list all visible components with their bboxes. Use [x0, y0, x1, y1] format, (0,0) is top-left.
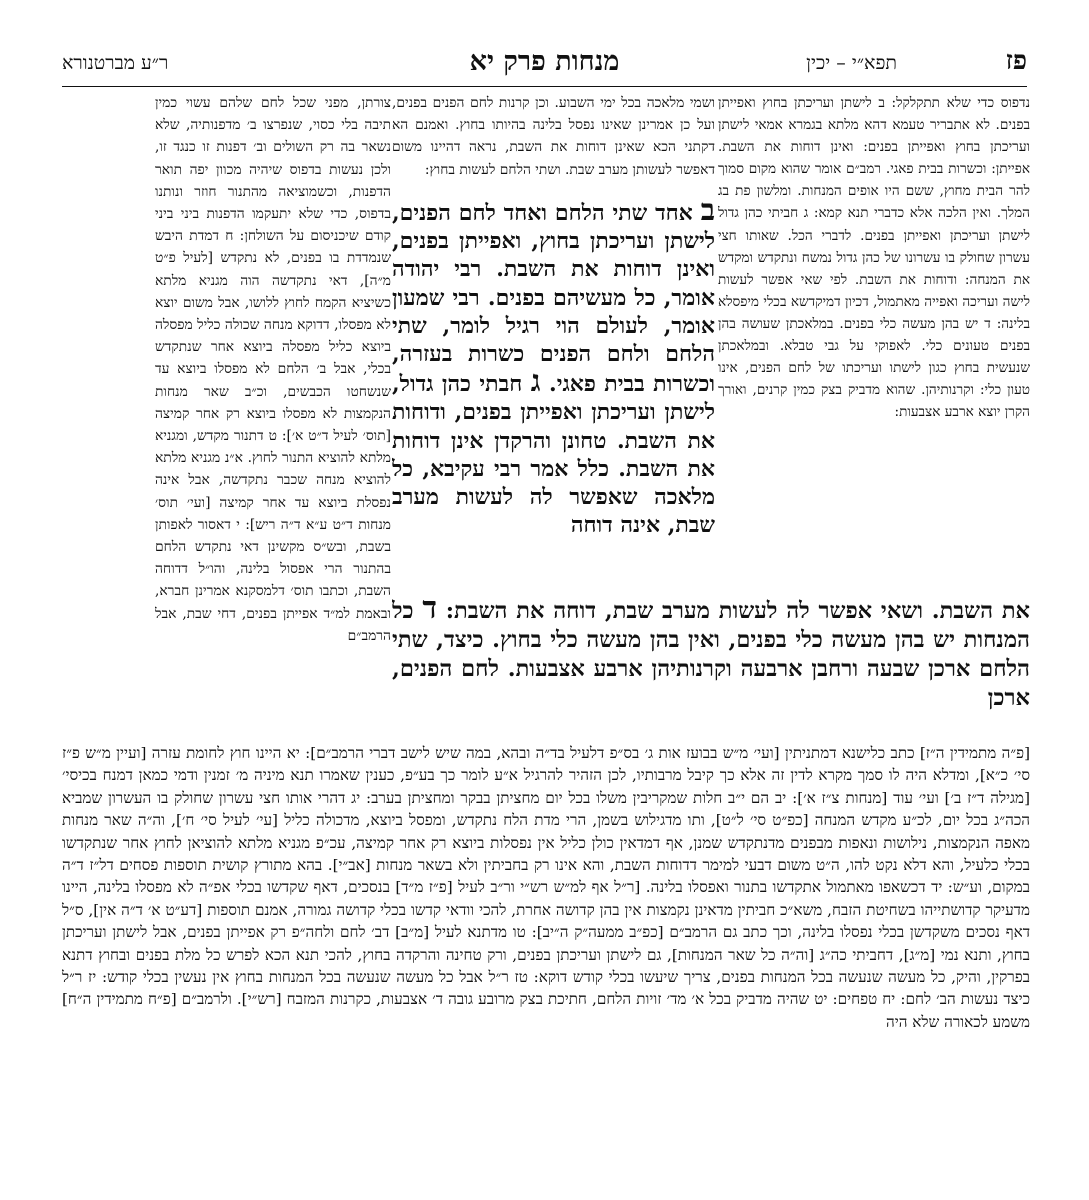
header-rule — [62, 86, 1027, 87]
bartenura-commentary — [718, 92, 1030, 588]
page-header — [62, 44, 1027, 84]
mishnah-text — [392, 197, 715, 590]
bartenura-text: נדפוס כדי שלא תתקלקל: ב לישתן ועריכתן בחוץ ואפייתן בפנים. לא אתבריר טעמא דהא מלתא בגמרא אמאי לישתן ועריכתן בחוץ ואפייתן בפנים: ואינן דוחות את השבת. אפייתן: וכשרות בבית פאגי. רמב״ם אומר שהוא מקום סמוך להר הבית מחוץ, ששם היו אופים המנחות. ומלשון פת בג המלך. ואין הלכה אלא כדברי תנא קמא: ג חביתי כהן גדול לישתן ועריכתן ואפייתן בפנים. לדברי הכל. שאותו חצי עשרון שחולק בו עשרונו של כהן גדול נמשח ונתקדש ומקדש את המנחה: ודוחות את השבת. לפי שאי אפשר לעשות לישה ועריכה ואפייה מאתמול, דכיון דמיקדשא בכלי מיפסלא בלינה: ד יש בהן מעשה כלי בפנים. במלאכתן שעושה בהן בפנים טעונים כלי. לאפוקי על גבי טבלא. ובמלאכתן שנעשית בחוץ כגון לישתו ועריכתו של לחם הפנים, אינו טעון כלי: וקרנותיהן. שהוא מדביק בצק כמין קרנים, ואורך הקרן יוצא ארבע אצבעות: — [718, 95, 1030, 421]
seif-marker-b: ב — [700, 197, 715, 228]
tiferet-yisrael-top — [392, 92, 715, 188]
mishnah-d-text: כל המנחות יש בהן מעשה כלי בפנים, ואין בהן מעשה כלי בחוץ. כיצד, שתי הלחם ארכן שבעה ורחבן ארבעה וקרנותיהן ארבע אצבעות. לחם הפנים, ארכן — [392, 598, 1030, 711]
mishnah-b-text: אחד שתי הלחם ואחד לחם הפנים, לישתן ועריכתן בחוץ, ואפייתן בפנים, ואינן דוחות את השבת. רבי יהודה אומר, כל מעשיהם בפנים. רבי שמעון אומר, לעולם הוי רגיל לומר, שתי הלחם ולחם הפנים כשרות בעזרה, וכשרות בבית פאגי. — [392, 200, 715, 398]
page-range: תפא״י – יכין — [806, 52, 897, 74]
page-number: פז — [1005, 46, 1027, 76]
mishnah-text-wide — [392, 594, 1030, 742]
mishnah-g-text: חבתי כהן גדול, לישתן ועריכתן ואפייתן בפנים, ודוחות את השבת. טחונן והרקדן אינן דוחות את השבת. כלל אמר רבי עקיבא, כל מלאכה שאפשר לה לעשות מערב שבת, אינה דוחה — [392, 371, 715, 539]
mishnah-g-continuation: את השבת. ושאי אפשר לה לעשות מערב שבת, דוחה את השבת: — [445, 598, 1030, 624]
chapter-title: מנחות פרק יא — [469, 46, 620, 77]
footnotes-commentary — [62, 742, 1030, 1130]
mishnah-wide-paragraph — [392, 594, 1030, 713]
seif-marker-g: ג — [530, 364, 541, 400]
tiferet-yisrael-commentary — [155, 92, 391, 743]
tiferet-yisrael-top-text: ושמי מלאכה בכל ימי השבוע. וכן קרנות לחם הפנים בפנים, ועל כן אמרינן שאינו נפסל בלינה בהיותו בחוץ. ואמנם הא דקתני הכא שאינן דוחות את השבת, נראה דהיינו משום דאפשר לעשותן מערב שבת. ושתי הלחם לעשות בחוץ: — [392, 95, 715, 178]
seif-marker-d: ד — [422, 594, 437, 626]
commentary-title: ר״ע מברטנורא — [62, 52, 169, 74]
tiferet-yisrael-text: צורתן, מפני שכל לחם שלהם עשוי כמין תיבה בלי כסוי, שנפרצו ב׳ מדפנותיה, שלא נשאר בה רק השולים וב׳ דפנות זו כנגד זו, ולכן נעשות בדפוס שיהיה מכוון יפה תואר הדפנות, וכשמוציאה מהתנור חוזר ונותנו בדפוס, כדי שלא יתעקמו הדפנות ביני ביני קודם שיכניסום על השולחן: ח דמדת היבש שנמדדת בו בפנים, לא נתקדש [לעיל פ״ט מ״ה], דאי נתקדשה הוה מגניא מלתא כשיציא הקמח לחוץ ללושו, אבל משום יוצא לא מפסלו, דדוקא מנחה שכולה כליל מפסלה ביוצא כליל מפסלה ביוצא אחר שנתקדש בכלי, אבל ב׳ הלחם לא מפסלו ביוצא עד שנשחטו הכבשים, וכ״ב שאר מנחות הנקמצות לא מפסלו ביוצא רק אחר קמיצה [תוס׳ לעיל ד״ט א׳]: ט דתנור מקדש, ומגניא מלתא להוציא התנור לחוץ. א״נ מגניא מלתא להוציא מנחה שכבר נתקדשה, אבל אינה נפסלת ביוצא עד אחר קמיצה [ועי׳ תוס׳ מנחות ד״ט ע״א ד״ה ריש]: י דאסור לאפותן בשבת, ובש״ס מקשינן דאי נתקדש הלחם בהתנור הרי אפסול בלינה, והו״ל דדוחה השבת, וכתבו תוס׳ דלמסקנא אמרינן חברא, ובאמת למ״ד אפייתן בפנים, דחי שבת, אבל הרמב״ם — [155, 95, 391, 644]
footnotes-text: [פ״ה מתמידין ה״ז] כתב כלישנא דמתניתין [ועי׳ מ״ש בבועז אות ג׳ בס״פ דלעיל בד״ה ובהא, במה שיש לישב דברי הרמב״ם]: יא היינו חוץ לחומת עזרה [ועיין מ״ש פ״ז סי׳ כ״א], ומדלא היה לו סמך מקרא לדין זה אלא כך קיבל מרבותיו, לכן הזהיר להרגיל א״ע לומר כך בע״פ, כענין שאמרו תנא מיניה מ׳ זמנין ודמי כמאן דמנח בכיסי׳ [מגילה ד״ז ב׳] ועי׳ עוד [מנחות צ״ז א׳]: יב הם י״ב חלות שמקריבין משלו בכל יום מחציתן בבקר ומחציתן בערב: יג דהרי אותו חצי עשרון שחולק בו העשרון שמביא הכה״ג בכל יום, לכ״ע מקדש המנחה [כפ״ט סי׳ ל״ט], ותו מדגילוש בשמן, הרי מדת הלח נתקדש, ומפסל ביוצא, מדכולה כליל [עי׳ לעיל סי׳ ח׳], וה״ה שאר מנחות מאפה הנקמצות, נילושות ונאפות מבפנים מדנתקדש שמנן, אף דמדאין כולן כליל אין נפסלות ביוצא רק אחר קמיצה, עכ״פ מגניא מלתא להוציאן לחוץ אחר שנתקדשו בכלי כלעיל, והא דלא נקט להו, ה״ט משום דבעי למימר דדוחות השבת, והא אינו רק בחביתין ולא בשאר מנחות [אב״י]. בהא מתורץ קושית תוספות פסחים דל״ז ד״ה במקום, וע״ש: יד דכשאפו מאתמול אתקדשו בתנור ואפסלו בלינה. [ר״ל אף למ״ש רש״י ור״ב לעיל [פ״ז מ״ד] בנסכים, דאף שקדשו בכלי אפ״ה לא מפסלו בלינה, היינו מדעיקר קדושתייהו בשחיטת הזבח, משא״כ חביתין מדאינן נקמצות אין בהן קדושה אחרת, להכי וודאי קדשו בכלי קדושה גמורה, אמנם תוספות [דע״ט א׳ ד״ה אין], ס״ל דאף נסכים משקדשן בכלי נפסלו בלינה, וכך כתב גם הרמב״ם [כפ״ב ממעה״ק ה״יב]: טו מדתנא לעיל [מ״ב] דב׳ לחם ולחה״פ רק אפייתן בפנים, אבל לישתן ועריכתן בחוץ, ותנא נמי [מ״ג], דחביתי כה״ג [וה״ה כל שאר המנחות], גם לישתן ועריכתן בפנים, ורק טחינה והרקדה בחוץ, להכי תנא הכא לפרש כל מלת בפנים ובחוץ דתנא בפרקין, והיק, כל מעשה שנעשה בכל המנחות בפנים, צריך שיעשו בכלי קודש דוקא: טז ר״ל אבל כל מעשה שנעשה בכל המנחות בחוץ אין נעשין בכלי קודש: יז ר״ל כיצד נעשות הב׳ לחם: יח טפחים: יט שהיה מדביק בכל א׳ מד׳ זויות הלחם, חתיכת בצק מרובע גובה ד׳ אצבעות, כקרנות המזבח [רש״י]. ולרמב״ם [פ״ח מתמידין ה״ח] משמע לכאורה שלא היה — [62, 744, 1030, 1031]
mishnah-paragraph — [392, 197, 715, 539]
